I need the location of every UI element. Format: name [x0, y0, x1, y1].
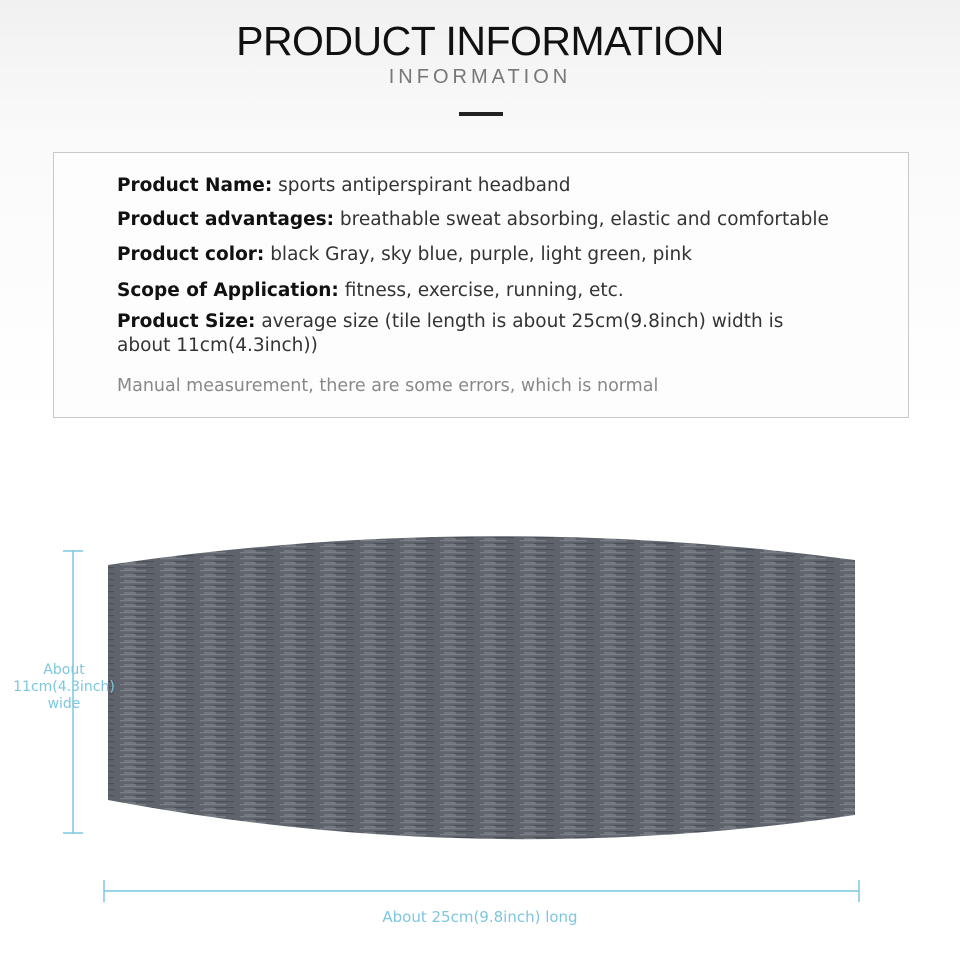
length-label: About 25cm(9.8inch) long	[382, 908, 578, 926]
headband-image	[108, 536, 855, 839]
info-product-advantages: Product advantages: breathable sweat absorbing, elastic and comfortable	[117, 209, 829, 230]
page-title: PRODUCT INFORMATION	[236, 18, 724, 64]
page-subtitle: INFORMATION	[388, 66, 572, 88]
info-scope: Scope of Application: fitness, exercise, running, etc.	[117, 280, 624, 301]
measurement-note: Manual measurement, there are some errors, which is normal	[117, 376, 659, 396]
info-product-name: Product Name: sports antiperspirant headband	[117, 175, 571, 196]
length-dimension-line	[104, 880, 859, 902]
info-product-color: Product color: black Gray, sky blue, purple, light green, pink	[117, 244, 692, 265]
info-product-size: Product Size: average size (tile length is about 25cm(9.8inch) width is about 11cm(4.3inch))	[117, 311, 784, 356]
width-label: About 11cm(4.3inch) wide	[13, 662, 115, 712]
